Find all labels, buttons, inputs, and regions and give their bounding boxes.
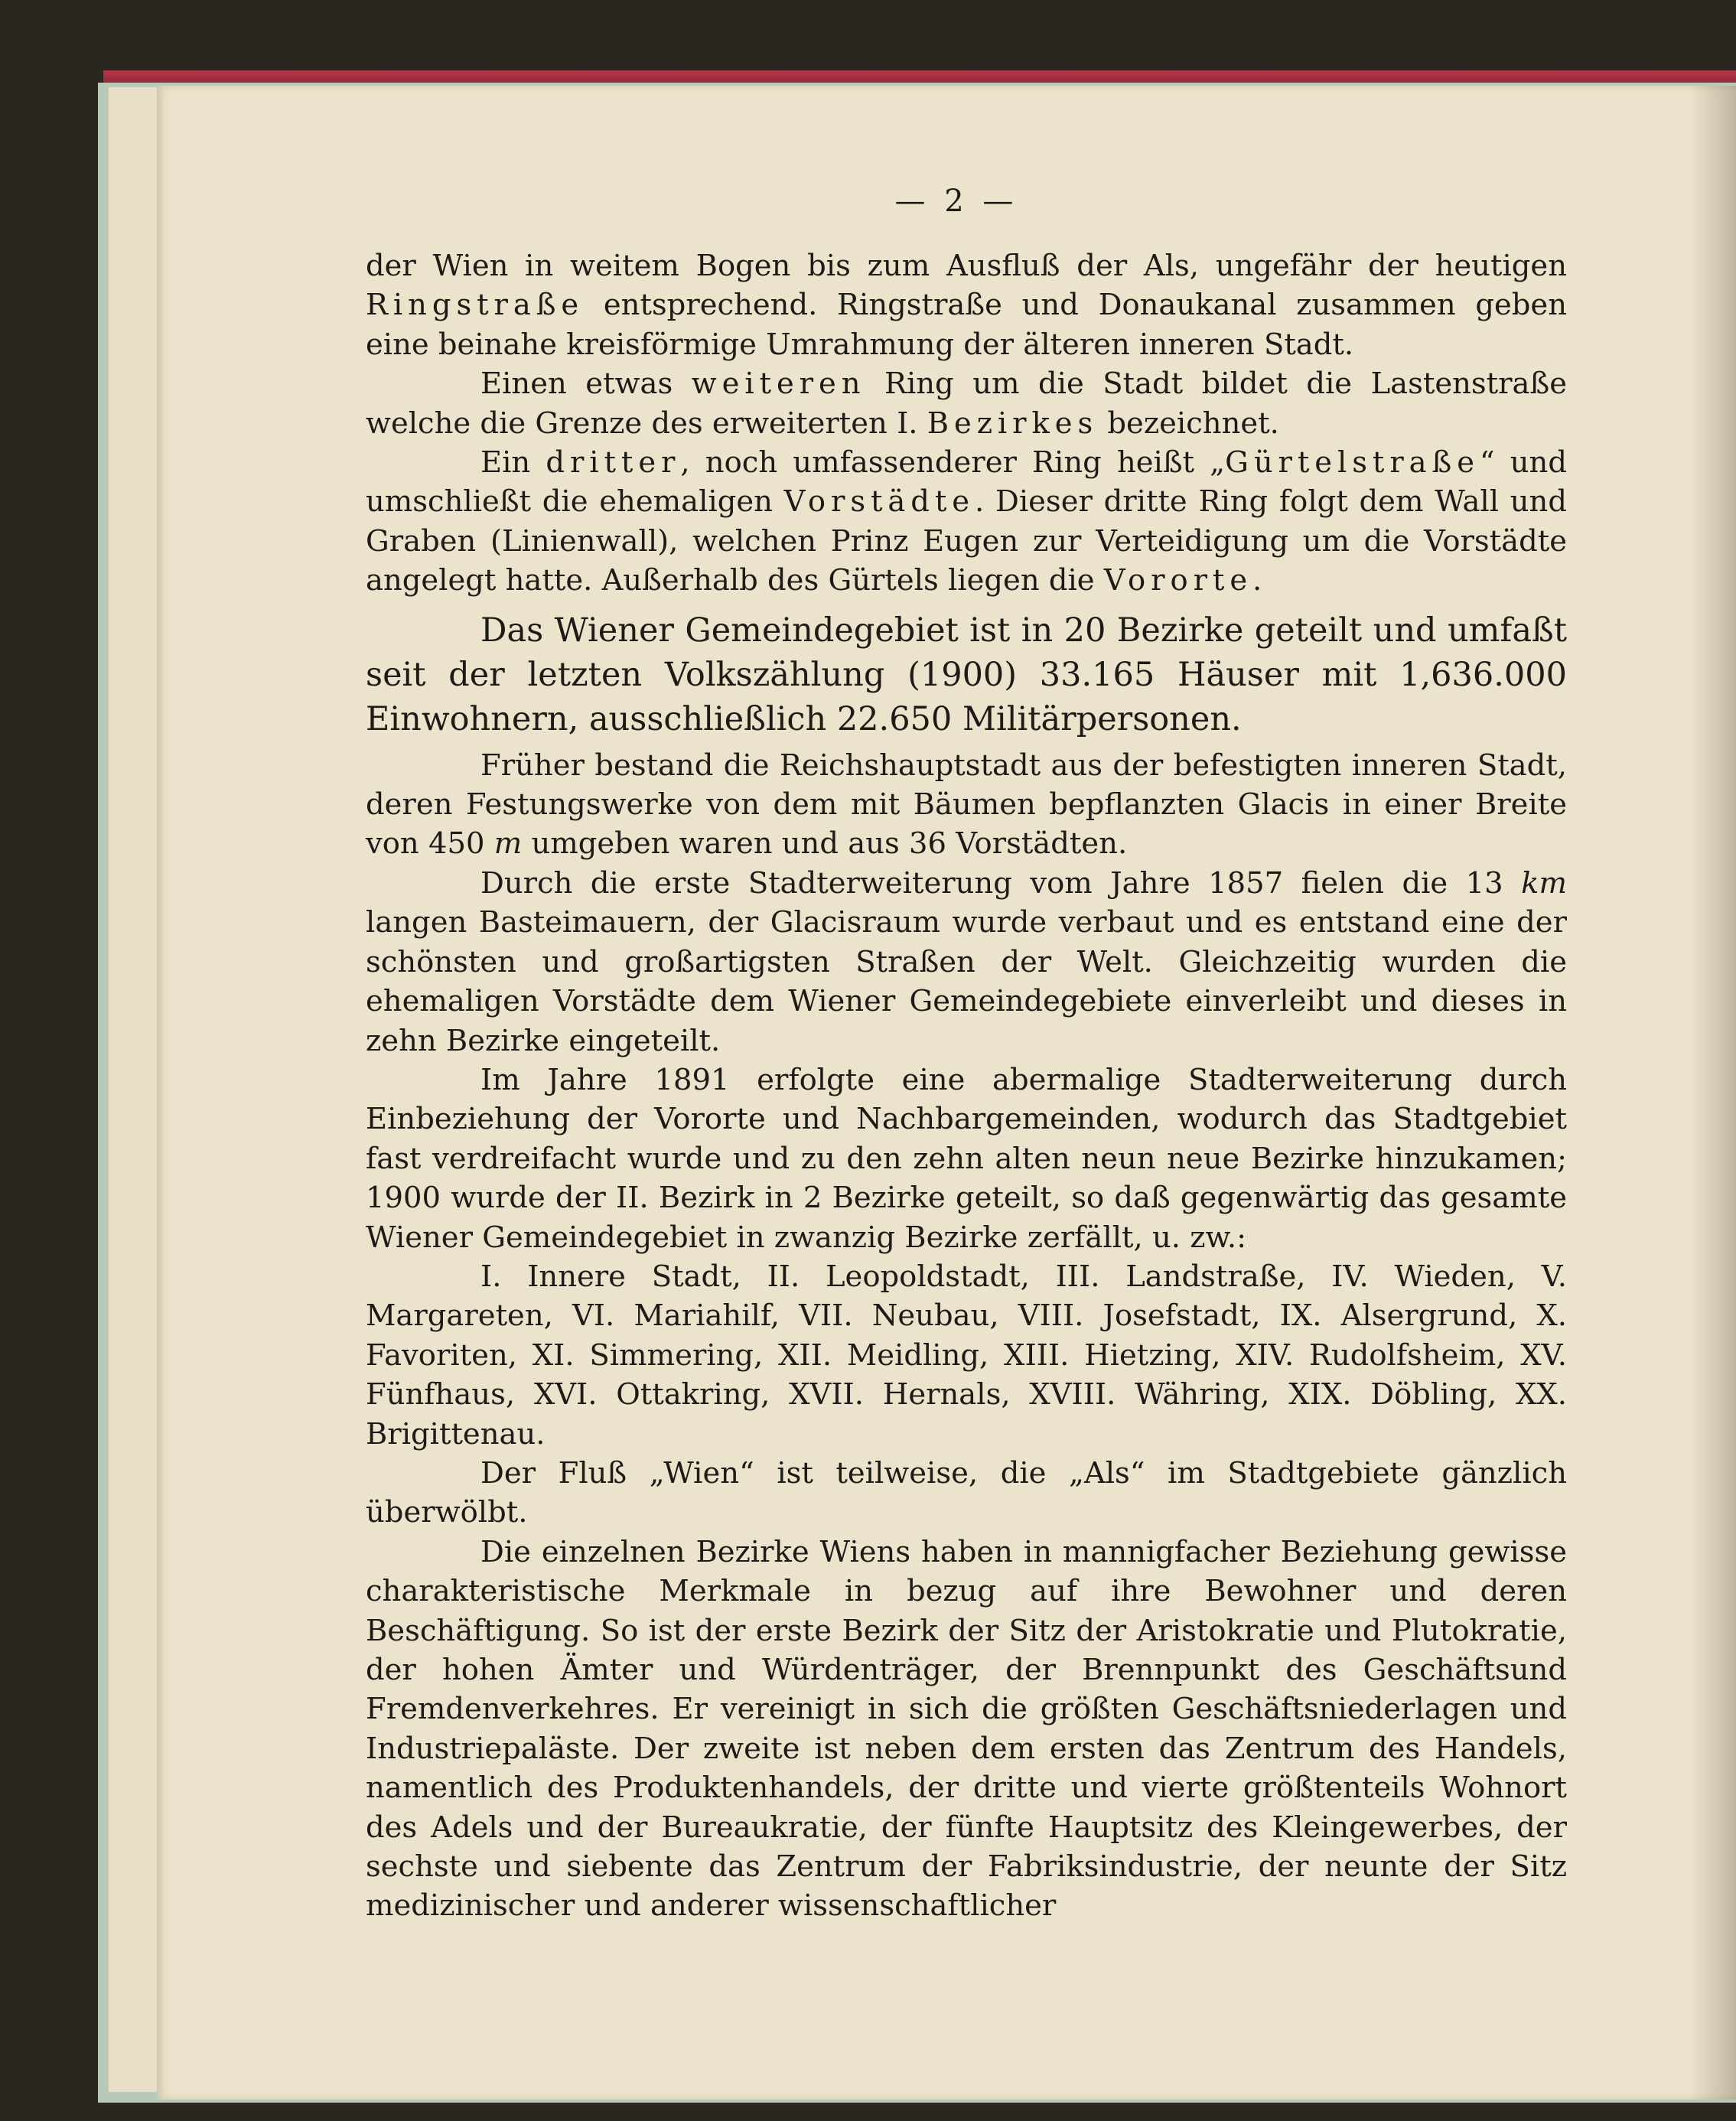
text-segment: . <box>1252 563 1262 598</box>
text-segment: m <box>493 826 523 862</box>
text-segment: weiteren <box>691 367 866 402</box>
text-segment: Ringstraße <box>366 288 585 323</box>
paragraph <box>366 608 1567 741</box>
text-segment: Ring um die Stadt bildet die Lastenstraße welche die Grenze des erweiterten I. <box>366 367 1567 441</box>
text-segment: Früher bestand die Reichshauptstadt aus der befestigten inneren Stadt, deren Festungswerke von dem mit Bäumen bepflanzten Glacis in einer Breite von 450 <box>366 748 1567 862</box>
spine-shadow <box>1690 86 1736 2100</box>
paragraph <box>366 364 1567 443</box>
text-segment: “ und umschließt die ehemaligen <box>366 445 1567 520</box>
text-segment: Der Fluß „Wien“ ist teilweise, die „Als“ im Stadtgebiete gänzlich überwölbt. <box>366 1455 1567 1530</box>
text-segment: Im Jahre 1891 erfolgte eine abermalige Stadterweiterung durch Einbeziehung der Vororte und Nachbargemeinden, wodurch das Stadtgebiet fast verdreifacht wurde und zu den zehn alten neun neue Bezirke hinzukamen; 1900 wurde der II. Bezirk in 2 Bezirke geteilt, so daß gegenwärtig das gesamte Wiener Gemeindegebiet in zwanzig Bezirke zerfällt, u. zw.: <box>366 1062 1567 1255</box>
paragraph <box>366 246 1567 364</box>
text-segment: Gürtelstraße <box>1225 445 1480 481</box>
page-number: — 2 — <box>894 184 1018 219</box>
body-text <box>366 246 1567 1926</box>
text-segment: langen Basteimauern, der Glacisraum wurde verbaut und es entstand eine der schönsten und großartigsten Straßen der Welt. Gleichzeitig wurden die ehemaligen Vorstädte dem Wiener Gemeindegebiete einverleibt und dieses in zehn Bezirke eingeteilt. <box>366 905 1567 1058</box>
text-segment: km <box>1521 865 1567 901</box>
paragraph <box>366 1533 1567 1926</box>
text-segment: Vororte <box>1103 563 1253 598</box>
paragraph <box>366 1060 1567 1257</box>
paragraph <box>366 1454 1567 1533</box>
text-segment: Vorstädte <box>783 484 975 520</box>
paragraph <box>366 1257 1567 1454</box>
text-segment: , noch umfassenderer Ring heißt „ <box>680 445 1226 481</box>
text-segment: entsprechend. Ringstraße und Donaukanal zusammen geben eine beinahe kreisförmige Umrahmung der älteren inneren Stadt. <box>366 288 1567 362</box>
text-segment: Durch die erste Stadterweiterung vom Jahre 1857 fielen die 13 <box>480 865 1522 901</box>
text-segment: Bezirkes <box>927 406 1099 441</box>
text-segment: Einen etwas <box>480 367 692 402</box>
paragraph <box>366 864 1567 1060</box>
text-segment: Das Wiener Gemeindegebiet ist in 20 Bezirke geteilt und umfaßt seit der letzten Volkszählung (1900) 33.165 Häuser mit 1,636.000 Einwohnern, ausschließlich 22.650 Militärpersonen. <box>366 611 1567 738</box>
text-segment: umgeben waren und aus 36 Vorstädten. <box>522 826 1128 862</box>
text-segment: bezeichnet. <box>1098 406 1279 441</box>
text-segment: . Dieser dritte Ring folgt dem Wall und Graben (Linienwall), welchen Prinz Eugen zur Verteidigung um die Vorstädte angelegt hatte. Außerhalb des Gürtels liegen die <box>366 484 1568 598</box>
text-segment: der Wien in weitem Bogen bis zum Ausfluß der Als, ungefähr der heutigen <box>366 249 1567 283</box>
text-segment: Die einzelnen Bezirke Wiens haben in mannigfacher Beziehung gewisse charakteristische Merkmale in bezug auf ihre Bewohner und deren Beschäftigung. So ist der erste Bezirk der Sitz der Aristokratie und Plutokratie, der hohen Ämter und Würdenträger, der Brennpunkt des Geschäftsund Fremdenverkehres. Er vereinigt in sich die größten Geschäftsniederlagen und Industriepaläste. Der zweite ist neben dem ersten das Zentrum des Handels, namentlich des Produktenhandels, der dritte und vierte größtenteils Wohnort des Adels und der Bureaukratie, der fünfte Hauptsitz des Kleingewerbes, der sechste und siebente das Zentrum der Fabriksindustrie, der neunte der Sitz medizinischer und anderer wissenschaftlicher <box>366 1534 1567 1924</box>
text-segment: Ein <box>480 445 546 481</box>
text-segment: I. Innere Stadt, II. Leopoldstadt, III. Landstraße, IV. Wieden, V. Margareten, VI. Mariahilf, VII. Neubau, VIII. Josefstadt, IX. Alsergrund, X. Favoriten, XI. Simmering, XII. Meidling, XIII. Hietzing, XIV. Rudolfsheim, XV. Fünfhaus, XVI. Ottakring, XVII. Hernals, XVIII. Währing, XIX. Döbling, XX. Brigittenau. <box>366 1259 1567 1451</box>
text-segment: dritter <box>546 445 681 481</box>
paragraph <box>366 443 1567 601</box>
paragraph <box>366 746 1567 864</box>
